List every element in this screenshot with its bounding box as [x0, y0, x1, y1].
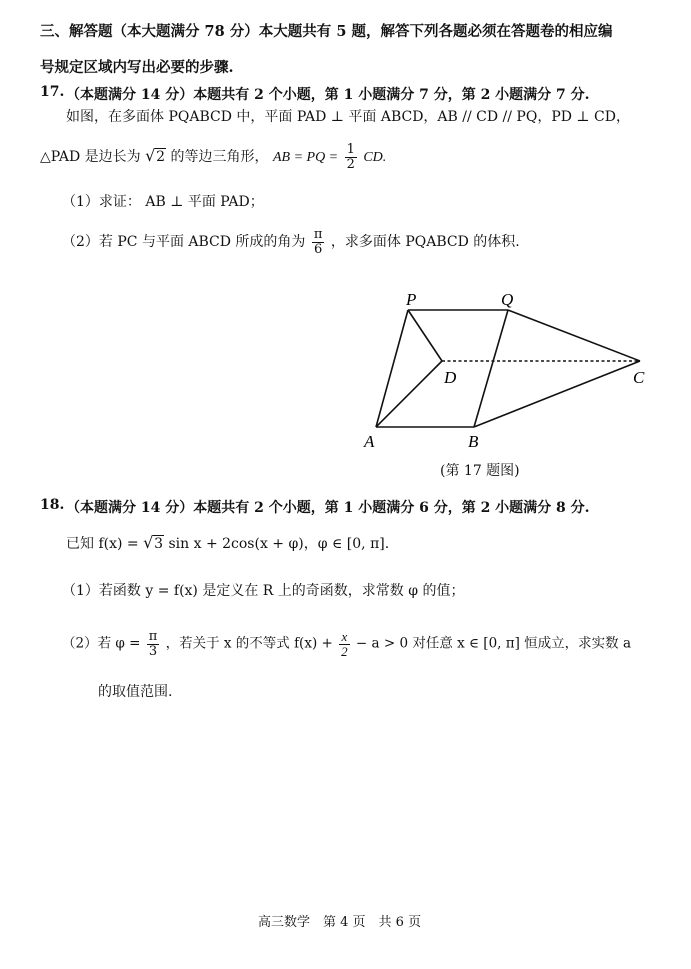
fraction-half-den: 2	[346, 156, 355, 172]
edge-PA	[376, 310, 408, 427]
problem17-number: 17.	[40, 84, 65, 100]
fraction-half	[345, 143, 357, 171]
q2-b18: ，若关于 x 的不等式 f(x) +	[165, 635, 333, 652]
problem18-header: （本题满分 14 分）本题共有 2 个小题，第 1 小题满分 6 分，第 2 小题满分 8 分.	[66, 500, 590, 516]
q2-a: （2）若 PC 与平面 ABCD 所成的角为	[62, 234, 306, 251]
page-footer: 高三数学 第 4 页 共 6 页	[258, 915, 422, 930]
problem18-q2	[62, 630, 631, 658]
edge-QC	[508, 310, 640, 361]
fraction-x-two-den: 2	[341, 643, 348, 659]
fraction-pi-six-den: 6	[314, 241, 323, 257]
edge-AD	[376, 361, 442, 427]
given-a: 已知 f(x) =	[66, 536, 139, 552]
vertex-label-Q: Q	[501, 290, 514, 309]
vertex-label-D: D	[444, 368, 457, 387]
fraction-pi-three	[147, 630, 160, 658]
section-heading-line1: 三、解答题（本大题满分 78 分）本大题共有 5 题，解答下列各题必须在答题卷的相应编	[40, 23, 613, 40]
problem17-stem-line1: 如图，在多面体 PQABCD 中，平面 PAD ⊥ 平面 ABCD，AB // CD // PQ，PD ⊥ CD，	[66, 109, 630, 125]
q2-c18: − a > 0 对任意 x ∈ [0, π] 恒成立，求实数 a	[355, 635, 632, 652]
stem-line2-b: 的等边三角形，	[170, 149, 269, 166]
q2-b: ，求多面体 PQABCD 的体积.	[330, 234, 520, 251]
problem17-q1: （1）求证： AB ⊥ 平面 PAD；	[62, 194, 264, 210]
fraction-pi-six	[312, 228, 325, 256]
fraction-pi-three-den: 3	[148, 643, 158, 659]
fraction-x-two-num: x	[339, 630, 350, 645]
vertex-label-P: P	[406, 290, 417, 309]
stem-line2-end: CD.	[363, 150, 387, 166]
figure-17-polyhedron	[360, 285, 660, 465]
sqrt-two: √ 2	[145, 146, 166, 166]
figure-17-caption: (第 17 题图)	[440, 463, 520, 479]
problem18-q1: （1）若函数 y = f(x) 是定义在 R 上的奇函数，求常数 φ 的值；	[62, 583, 465, 599]
fraction-pi-three-num: π	[148, 629, 158, 644]
problem17-header: （本题满分 14 分）本题共有 2 个小题，第 1 小题满分 7 分，第 2 小题满分 7 分.	[66, 87, 590, 103]
vertex-label-C: C	[633, 368, 645, 387]
vertex-label-B: B	[468, 432, 479, 451]
edge-BC	[474, 361, 640, 427]
problem17-stem-line2	[40, 143, 386, 171]
fraction-half-num: 1	[346, 142, 355, 157]
problem18-q2-line2: 的取值范围.	[98, 684, 173, 700]
problem18-given	[66, 533, 389, 553]
sqrt-three-radicand: 3	[154, 536, 164, 552]
stem-line2-eq: AB = PQ =	[272, 150, 339, 166]
vertex-label-A: A	[364, 432, 375, 451]
sqrt-three: √ 3	[143, 533, 164, 552]
given-b: sin x + 2cos(x + φ)，φ ∈ [0, π].	[168, 536, 390, 552]
sqrt-two-radicand: 2	[156, 149, 166, 166]
edge-PD	[408, 310, 442, 361]
edge-QB	[474, 310, 508, 427]
section-heading-line2: 号规定区域内写出必要的步骤.	[40, 59, 234, 76]
problem18-number: 18.	[40, 497, 65, 513]
q2-a18: （2）若 φ =	[62, 635, 141, 652]
problem17-q2	[62, 228, 520, 256]
stem-line2-a: △PAD 是边长为	[40, 149, 141, 166]
fraction-pi-six-num: π	[313, 227, 323, 242]
fraction-x-two	[339, 630, 350, 658]
